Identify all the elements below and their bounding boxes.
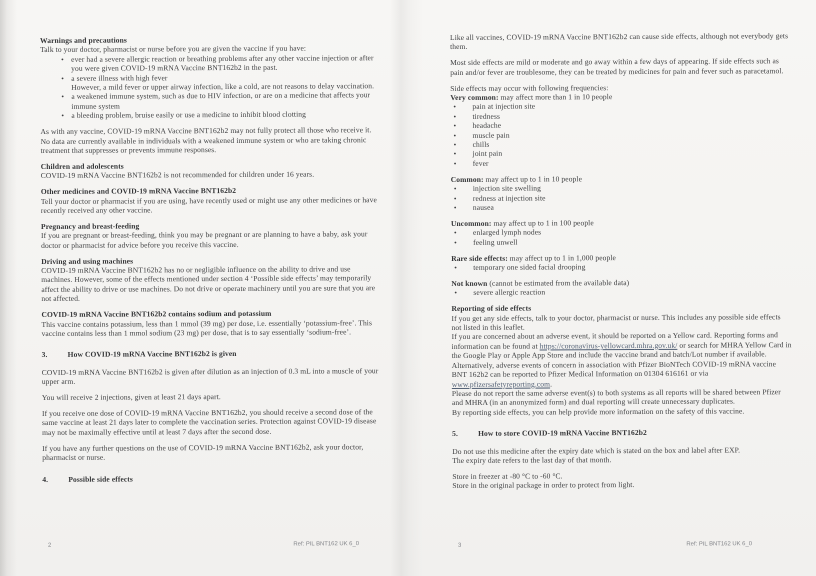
- section-number: 5.: [452, 429, 458, 439]
- bullet-item: • tiredness: [450, 110, 791, 121]
- frequency-lead: Common: may affect up to 1 in 10 people: [450, 174, 583, 184]
- bullet-item: • a bleeding problem, bruise easily or use a medicine to inhibit blood clotting: [40, 109, 378, 120]
- paragraph: If you have any further questions on the use of COVID-19 mRNA Vaccine BNT162b2, ask your doctor, pharmacist or nurse.: [42, 442, 364, 463]
- frequency-lead: Very common: may affect more than 1 in 10 people: [450, 92, 613, 103]
- right-page: [408, 0, 816, 576]
- page-number: 2: [47, 542, 52, 549]
- paragraph: If you receive one dose of COVID-19 mRNA Vaccine BNT162b2, you should receive a second dose of the same vaccine at least 21 days later to complete the vaccination series. Protection against COVID-19 disease may not be maximally effective until at least 7 days after the second dose.: [41, 407, 377, 437]
- bullet-item: • muscle pain: [451, 129, 792, 140]
- section-heading: Warnings and precautions: [40, 35, 127, 45]
- page-number: 3: [457, 542, 462, 549]
- numbered-section-heading: [452, 427, 793, 438]
- bullet-item: • a weakened immune system, such as due to HIV infection, or are on a medicine that affects your immune system: [40, 91, 378, 112]
- section-number: 4.: [42, 474, 49, 484]
- bullet-list: [450, 101, 791, 169]
- doc-ref: Ref: PIL BNT162 UK 6_0: [293, 541, 360, 548]
- frequency-label: Not known: [451, 278, 488, 288]
- bullet-item: • redness at injection site: [451, 192, 792, 203]
- paragraph: COVID-19 mRNA Vaccine BNT162b2 has no or negligible influence on the ability to drive and use machines. However, some of the effects mentioned under section 4 ‘Possible side effects’ may temporarily affect the ability to drive or use machines. Do not drive or operate machinery until you are sure that you are not affected.: [41, 264, 376, 304]
- paragraph: If you get any side effects, talk to your doctor, pharmacist or nurse. This includes any possible side effects not listed in this leaflet. If you are concerned about an adverse event, it should be reported on a Yellow card. Reporting forms and information can be found at https://coronavirus-yellowcard.mhra.gov.uk/ or search for MHRA Yellow Card in the Google Play or Apple App Store and include the vaccine brand and batch/Lot number if available. Alternatively, adverse events of concern in association with Pfizer BioNTech COVID-19 mRNA vaccine BNT 162b2 can be reported to Pfizer Medical Information on 01304 616161 or via www.pfizersafetyreporting.com. Please do not report the same adverse event(s) to both systems as all reports will be shared between Pfizer and MHRA (in an anonymized form) and dual reporting will create unnecessary duplicates. By reporting side effects, you can help provide more information on the safety of this vaccine.: [451, 311, 792, 417]
- numbered-section-heading: [42, 473, 380, 484]
- paragraph: Most side effects are mild or moderate and go away within a few days of appearing. If side effects such as pain and/or fever are troublesome, they can be treated by medicines for pain and fever such as paracetamol.: [450, 56, 784, 77]
- bullet-item: • a severe illness with high fever However, a mild fever or upper airway infection, like a cold, are not reasons to delay vaccination.: [40, 72, 378, 93]
- section-heading: COVID-19 mRNA Vaccine BNT162b2 contains sodium and potassium: [41, 308, 272, 320]
- bullet-list: [451, 287, 792, 298]
- section-heading: Driving and using machines: [41, 256, 134, 266]
- frequency-lead: Rare side effects: may affect up to 1 in 1,000 people: [451, 252, 616, 263]
- paragraph: As with any vaccine, COVID-19 mRNA Vaccine BNT162b2 may not fully protect all those who receive it. No data are currently available in individuals with a weakened immune system or who are taking chronic treatment that suppresses or prevents immune responses.: [40, 125, 372, 155]
- frequency-label: Common:: [450, 174, 484, 184]
- section-heading: Children and adolescents: [40, 161, 124, 171]
- bullet-item: • headache: [450, 119, 791, 130]
- bullet-item: • fever: [451, 157, 792, 168]
- right-page-footer: [450, 541, 752, 549]
- bullet-item: • severe allergic reaction: [451, 287, 792, 298]
- right-page-content: [450, 31, 793, 497]
- frequency-label: Rare side effects:: [451, 253, 508, 263]
- bullet-item: • nausea: [451, 201, 792, 212]
- section-title: How COVID-19 mRNA Vaccine BNT162b2 is given: [67, 349, 237, 360]
- frequency-lead: Uncommon: may affect up to 1 in 100 people: [450, 218, 594, 228]
- bullet-item: • joint pain: [451, 148, 792, 159]
- section-heading: Other medicines and COVID-19 mRNA Vaccine BNT162b2: [40, 186, 237, 197]
- paragraph: Store in freezer at -80 °C to -60 °C. Store in the original package in order to protect from light.: [452, 471, 635, 491]
- bullet-item: • enlarged lymph nodes: [451, 227, 792, 238]
- bullet-item: • chills: [451, 138, 792, 149]
- bullet-item: • pain at injection site: [450, 101, 791, 112]
- doc-ref: Ref: PIL BNT162 UK 6_0: [686, 541, 753, 548]
- hyperlink[interactable]: www.pfizersafetyreporting.com: [451, 378, 551, 389]
- left-page-content: [40, 34, 380, 492]
- paragraph: You will receive 2 injections, given at least 21 days apart.: [41, 392, 221, 403]
- paragraph: Talk to your doctor, pharmacist or nurse before you are given the vaccine if you have:: [40, 44, 307, 55]
- section-title: How to store COVID-19 mRNA Vaccine BNT162b2: [478, 428, 647, 438]
- bullet-item: • temporary one sided facial drooping: [451, 261, 792, 272]
- bullet-list: [451, 182, 792, 212]
- paragraph: Like all vaccines, COVID-19 mRNA Vaccine BNT162b2 can cause side effects, although not everybody gets them.: [450, 31, 789, 52]
- paragraph: Side effects may occur with following frequencies:: [450, 82, 609, 93]
- section-number: 3.: [41, 350, 48, 360]
- frequency-lead: Not known (cannot be estimated from the available data): [451, 278, 630, 288]
- numbered-section-heading: [42, 349, 380, 360]
- bullet-item: • ever had a severe allergic reaction or breathing problems after any other vaccine injection or after you were given COVID-19 mRNA Vaccine BNT162b2 in the past.: [40, 53, 378, 74]
- frequency-label: Uncommon:: [450, 218, 492, 228]
- bullet-list: [451, 227, 792, 248]
- frequency-label: Very common:: [450, 92, 499, 103]
- bullet-item: • injection site swelling: [451, 182, 792, 193]
- section-title: Possible side effects: [68, 474, 133, 484]
- bullet-list: [451, 261, 792, 272]
- paragraph: Tell your doctor or pharmacist if you are using, have recently used or might use any other medicines or have recently received any other vaccine.: [40, 194, 377, 215]
- paragraph: COVID-19 mRNA Vaccine BNT162b2 is not recommended for children under 16 years.: [40, 169, 315, 181]
- paragraph: COVID-19 mRNA Vaccine BNT162b2 is given after dilution as an injection of 0.3 mL into a muscle of your upper arm.: [41, 366, 379, 387]
- bullet-list: [40, 53, 378, 121]
- section-heading: Pregnancy and breast-feeding: [40, 221, 140, 231]
- paragraph: This vaccine contains potassium, less than 1 mmol (39 mg) per dose, i.e. essentially ‘potassium-free’. This vaccine contains less than 1 mmol sodium (23 mg) per dose, that is to say essentially ‘sodium-free’.: [41, 317, 373, 338]
- bullet-item: • feeling unwell: [451, 236, 792, 247]
- paragraph: Do not use this medicine after the expiry date which is stated on the box and label after EXP. The expiry date refers to the last day of that month.: [452, 445, 741, 465]
- left-page-footer: [40, 541, 359, 549]
- section-heading: Reporting of side effects: [451, 303, 532, 314]
- hyperlink[interactable]: https://coronavirus-yellowcard.mhra.gov.uk/: [539, 340, 678, 351]
- paragraph: If you are pregnant or breast-feeding, think you may be pregnant or are planning to have a baby, ask your doctor or pharmacist for advice before you receive this vaccine.: [41, 229, 368, 250]
